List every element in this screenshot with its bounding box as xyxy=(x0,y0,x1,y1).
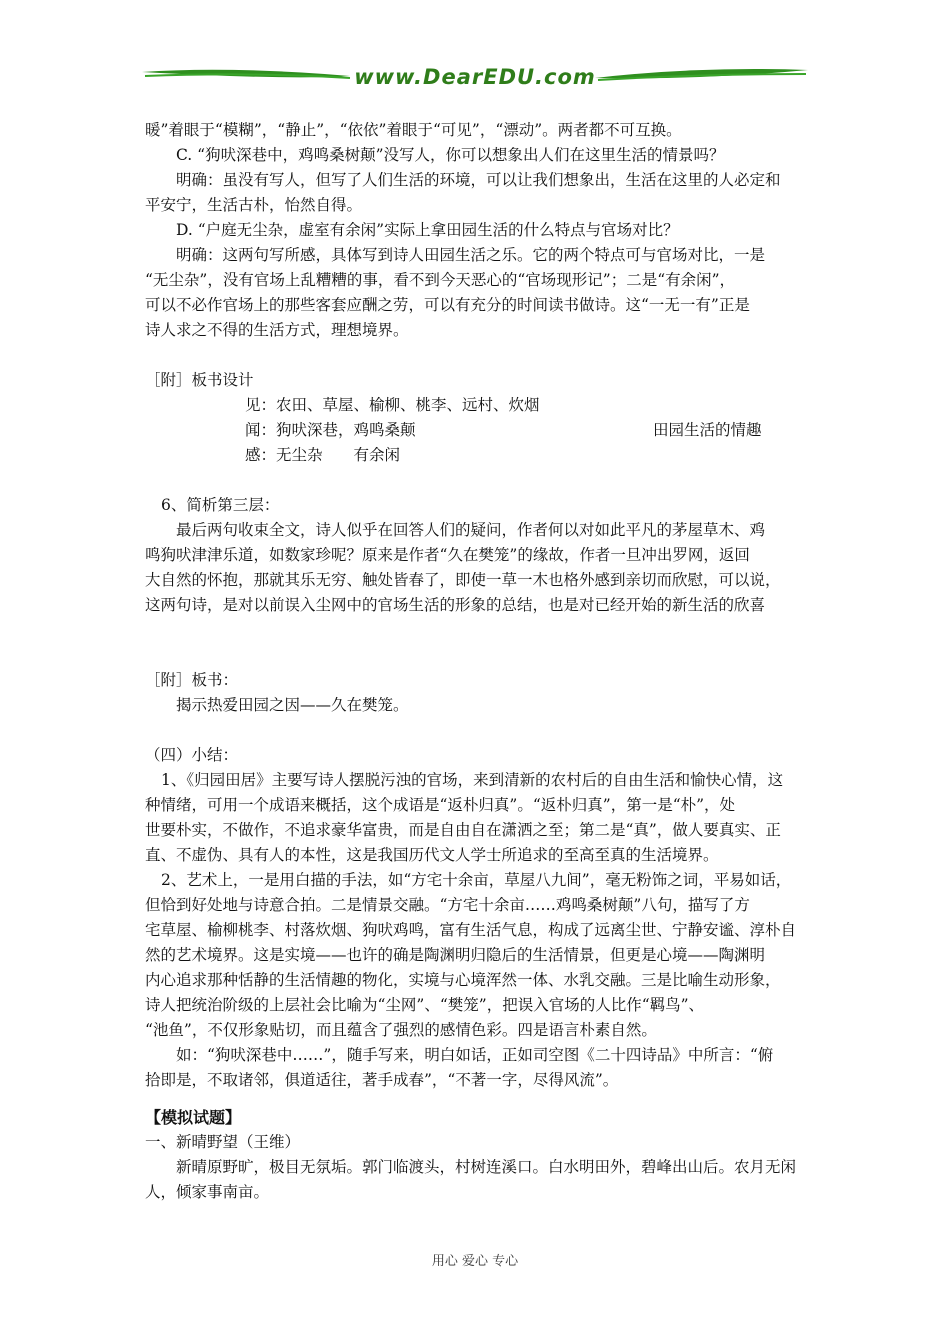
board-design-heading: ［附］板书设计 xyxy=(145,371,254,389)
summary-line: “池鱼”，不仅形象贴切，而且蕴含了强烈的感情色彩。四是语言朴素自然。 xyxy=(145,1021,657,1039)
text-line: “无尘杂”，没有官场上乱糟糟的事，看不到今天恶心的“官场现形记”；二是“有余闲”， xyxy=(145,271,736,289)
board-heading: ［附］板书： xyxy=(145,671,239,689)
summary-line: 诗人把统治阶级的上层社会比喻为“尘网”、“樊笼”，把误入官场的人比作“羁鸟”、 xyxy=(145,996,705,1014)
summary-line: 内心追求那种恬静的生活情趣的物化，实境与心境浑然一体、水乳交融。三是比喻生动形象， xyxy=(145,971,781,989)
question-d: D. “户庭无尘杂，虚室有余闲”实际上拿田园生活的什么特点与官场对比？ xyxy=(176,221,679,239)
summary-line: 如：“狗吠深巷中……”，随手写来，明白如话，正如司空图《二十四诗品》中所言：“俯 xyxy=(176,1046,774,1064)
summary-line: 然的艺术境界。这是实境——也许的确是陶渊明归隐后的生活情景，但更是心境——陶渊明 xyxy=(145,946,766,964)
section-heading: 6、简析第三层： xyxy=(161,496,280,514)
text-line: 平安宁，生活古朴，怡然自得。 xyxy=(145,196,363,214)
paragraph-line: 大自然的怀抱，那就其乐无穷、触处皆春了，即使一草一木也格外感到亲切而欣慰，可以说， xyxy=(145,571,781,589)
question-title: 一、新晴野望（王维） xyxy=(145,1133,301,1151)
summary-line: 直、不虚伪、具有人的本性，这是我国历代文人学士所追求的至高至真的生活境界。 xyxy=(145,846,719,864)
mock-test-heading: 【模拟试题】 xyxy=(145,1108,242,1127)
board-hear xyxy=(145,418,815,443)
summary-heading: （四）小结： xyxy=(145,746,239,764)
paragraph-line: 最后两句收束全文，诗人似乎在回答人们的疑问，作者何以对如此平凡的茅屋草木、鸡 xyxy=(176,521,766,539)
board-see: 见：农田、草屋、榆柳、桃李、远村、炊烟 xyxy=(245,396,540,414)
question-c: C. “狗吠深巷中，鸡鸣桑树颠”没写人，你可以想象出人们在这里生活的情景吗？ xyxy=(176,146,725,164)
text-line: 可以不必作官场上的那些客套应酬之劳，可以有充分的时间读书做诗。这“一无一有”正是 xyxy=(145,296,750,314)
page-header xyxy=(140,62,810,98)
summary-line: 1、《归园田居》主要写诗人摆脱污浊的官场，来到清新的农村后的自由生活和愉快心情，这 xyxy=(161,771,784,789)
board-text: 揭示热爱田园之因——久在樊笼。 xyxy=(176,696,409,714)
summary-line: 2、艺术上，一是用白描的手法，如“方宅十余亩，草屋八九间”，毫无粉饰之词，平易如话， xyxy=(161,871,792,889)
brand-logo: www.DearEDU.com xyxy=(354,65,596,89)
summary-line: 世要朴实，不做作，不追求豪华富贵，而是自由自在潇洒之至；第二是“真”，做人要真实、正 xyxy=(145,821,781,839)
paragraph-line: 这两句诗，是对以前误入尘网中的官场生活的形象的总结，也是对已经开始的新生活的欣喜 xyxy=(145,596,766,614)
answer-c: 明确：虽没有写人，但写了人们生活的环境，可以让我们想象出，生活在这里的人必定和 xyxy=(176,171,781,189)
summary-line: 但恰到好处地与诗意合拍。二是情景交融。“方宅十余亩……鸡鸣桑树颠”八句，描写了方 xyxy=(145,896,750,914)
document-body xyxy=(145,118,815,1205)
poem-line: 人，倾家事南亩。 xyxy=(145,1183,270,1201)
page-footer: 用心 爱心 专心 xyxy=(431,1254,519,1269)
summary-line: 种情绪，可用一个成语来概括，这个成语是“返朴归真”。“返朴归真”，第一是“朴”，处 xyxy=(145,796,736,814)
answer-d: 明确：这两句写所感，具体写到诗人田园生活之乐。它的两个特点可与官场对比，一是 xyxy=(176,246,766,264)
text-line: 暖”着眼于“模糊”，“静止”，“依依”着眼于“可见”，“漂动”。两者都不可互换。 xyxy=(145,121,682,139)
summary-line: 宅草屋、榆柳桃李、村落炊烟、狗吠鸡鸣，富有生活气息，构成了远离尘世、宁静安谧、淳朴自 xyxy=(145,921,797,939)
board-hear-text: 闻：狗吠深巷，鸡鸣桑颠 xyxy=(245,421,416,439)
text-line: 诗人求之不得的生活方式，理想境界。 xyxy=(145,321,409,339)
paragraph-line: 鸣狗吠津津乐道，如数家珍呢？原来是作者“久在樊笼”的缘故，作者一旦冲出罗网，返回 xyxy=(145,546,750,564)
board-theme: 田园生活的情趣 xyxy=(653,421,762,439)
poem-line: 新晴原野旷，极目无氛垢。郭门临渡头，村树连溪口。白水明田外，碧峰出山后。农月无闲 xyxy=(176,1158,797,1176)
board-feel: 感：无尘杂 有余闲 xyxy=(245,446,401,464)
summary-line: 拾即是，不取诸邻，俱道适往，著手成春”，“不著一字，尽得风流”。 xyxy=(145,1071,619,1089)
